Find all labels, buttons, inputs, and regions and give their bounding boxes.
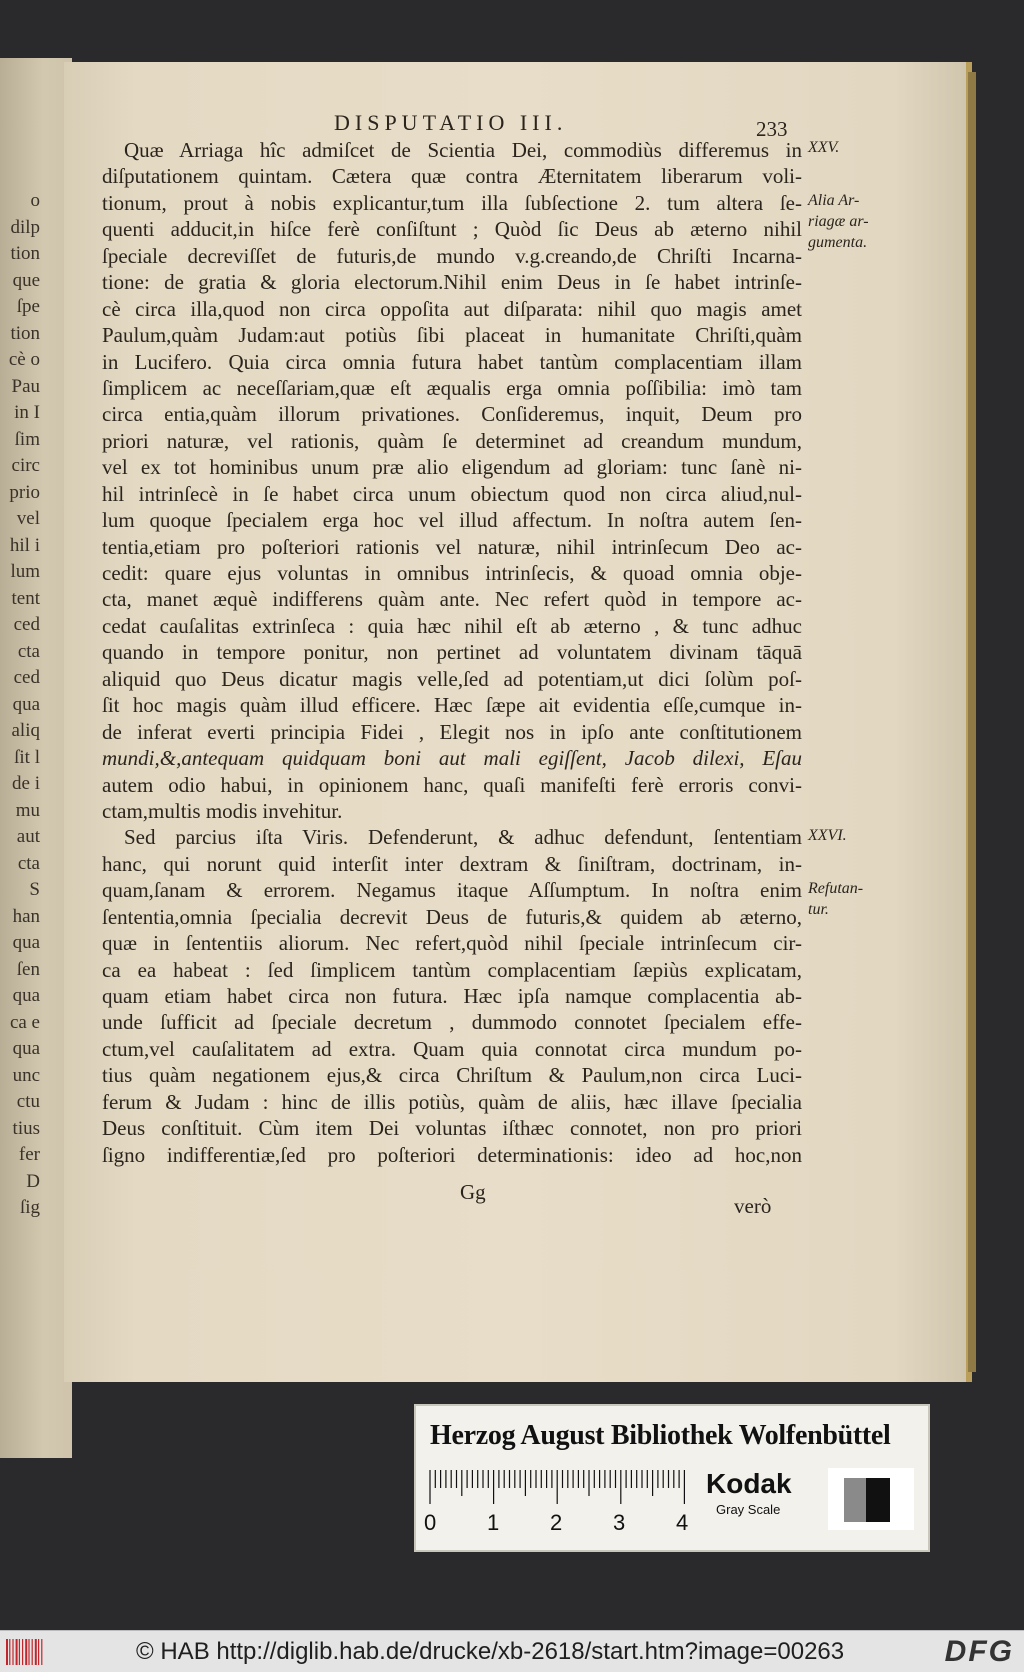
ruler-digit: 0 (424, 1510, 437, 1535)
text-line: Sed parcius iſta Viris. Defenderunt, & adhuc defendunt, ſententiam (124, 825, 802, 850)
text-line: ſigno indifferentiæ,ſed pro poſteriori determinationis: ideo ad hoc,non (102, 1142, 802, 1167)
left-page-fragment: cta (17, 640, 40, 662)
left-page-fragment: fer (18, 1144, 40, 1165)
barcode-bar (6, 1639, 8, 1665)
ruler-digits (424, 1510, 704, 1534)
left-page-fragment: in I (14, 402, 40, 423)
barcode-bar (16, 1639, 18, 1665)
left-page-fragment: ſpe (16, 296, 40, 317)
text-line: cedit: quare ejus voluntas in omnibus intrinſecis, & quoad omnia obje- (102, 561, 802, 585)
text-line: quando in tempore ponitur, non pertinet ad voluntatem divinam tāquā (102, 640, 802, 665)
text-line: ſpeciale decreviſſet de futuris,de mundo v.g.creando,de Chriſti Incarna- (102, 243, 802, 268)
body-text (102, 137, 802, 1168)
text-line: cta, manet æquè indifferens quàm ante. Nec refert quòd in tempore ac- (102, 587, 802, 612)
ruler-digit: 1 (487, 1510, 500, 1535)
left-page-fragment: unc (12, 1064, 40, 1086)
left-page-fragment: cè o (8, 349, 40, 370)
left-page-fragment: mu (15, 799, 40, 821)
left-page-fragment: qua (12, 1038, 40, 1059)
ruler-digit: 4 (676, 1510, 689, 1535)
gray-scale-patch (828, 1468, 914, 1530)
text-line: Quæ Arriaga hîc admiſcet de Scientia Dei, commodiùs differemus in (124, 138, 802, 162)
kodak-subtitle: Gray Scale (716, 1502, 781, 1517)
left-page-fragment: que (12, 269, 40, 291)
left-page-fragment: tion (10, 322, 40, 344)
text-line: priori naturæ, vel rationis, quàm ſe determinet ad creandum mundum, (102, 428, 802, 453)
ruler-digit: 3 (613, 1510, 626, 1535)
margin-note: Alia Ar- (808, 191, 860, 209)
text-line: tentia,etiam pro poſteriori rationis vel naturæ, nihil intrinſecum Deo ac- (102, 534, 802, 559)
left-page-fragment: ced (13, 614, 40, 635)
library-label-card (414, 1404, 930, 1552)
left-page-fragment: aut (16, 826, 40, 847)
left-page-fragment: aliq (11, 720, 40, 741)
running-head: DISPUTATIO III. (334, 110, 568, 135)
margin-note: XXVI. (808, 826, 847, 844)
barcode-bar (9, 1639, 10, 1665)
text-line: lum quoque ſpecialem erga hoc vel illud affectum. In noſtra autem ſen- (102, 508, 802, 533)
left-page-fragment: de i (12, 773, 40, 794)
left-page-fragment: ctu (16, 1091, 40, 1112)
text-line: ferum & Judam : hinc de illis potiùs, quàm de aliis, hæc illave ſpecialia (102, 1089, 802, 1114)
left-page-fragment: Pau (11, 375, 40, 397)
text-line: ctam,multis modis invehitur. (102, 798, 343, 823)
left-page-fragment: tion (10, 243, 40, 264)
barcode-icon (4, 1637, 46, 1667)
left-page-fragment: D (26, 1170, 40, 1192)
left-page-fragment: tent (11, 587, 40, 609)
margin-note: tur. (808, 900, 829, 918)
text-line: quam,ſanam & errorem. Negamus itaque Aſſumptum. In noſtra enim (102, 878, 802, 903)
left-page-fragment: cta (17, 852, 40, 874)
text-line: in Lucifero. Quia circa omnia futura habet tantùm complacentiam illam (102, 349, 802, 374)
text-line: cè circa illa,quod non circa oppoſita aut diſparata: nihil quo magis amet (102, 296, 802, 321)
barcode-bar (28, 1639, 29, 1665)
text-line: tius quàm negationem ejus,& circa Chriſtum & Paulum,non circa Luci- (102, 1063, 802, 1088)
text-line: de inferat everti principia Fidei , Elegit nos in ipſo ante conſtitutionem (102, 719, 802, 744)
barcode-bar (12, 1639, 13, 1665)
left-page-fragment: S (29, 879, 40, 900)
page-edge (968, 72, 976, 1372)
text-line: hanc, qui norunt quid interſit inter dextram & ſiniſtram, doctrinam, in- (102, 851, 802, 876)
text-line: mundi,&,antequam quidquam boni aut mali egiſſent, Jacob dilexi, Eſau (102, 746, 802, 771)
text-line: ſimplicem ac neceſſariam,quæ eſt æqualis erga omnia poſſibilia: imò tam (102, 375, 802, 400)
text-line: Deus conſtituit. Cùm item Dei voluntas iſthæc connotet, non pro priori (102, 1116, 802, 1141)
left-page-fragment: lum (10, 561, 40, 582)
text-line: autem odio habui, in opinionem hanc, quaſi manifeſti ferè erroris convi- (102, 772, 802, 797)
gray-patch (844, 1478, 866, 1522)
margin-note: riagæ ar- (808, 213, 869, 231)
text-line: ca ea habeat : ſed ſimplicem tantùm complacentiam ſæpiùs explicatam, (102, 957, 802, 982)
text-line: quæ in ſententiis aliorum. Nec refert,quòd nihil ſpeciale intrinſecum cir- (102, 931, 802, 956)
footer-bar (0, 1630, 1024, 1672)
left-page-fragment: circ (11, 455, 40, 476)
text-line: ctum,vel cauſalitatem ad extra. Quam quia connotat circa mundum po- (102, 1036, 802, 1061)
margin-note: Refutan- (808, 879, 864, 897)
text-line: ſententia,omnia ſpecialia decrevit Deus de futuris,& quidem ab æterno, (102, 904, 802, 929)
left-page-fragment: ced (13, 667, 40, 688)
barcode-bar (25, 1639, 27, 1665)
catchword: verò (734, 1194, 772, 1218)
text-line: vel ex tot hominibus unum præ alio eligendum ad gloriam: tunc ſanè ni- (102, 455, 802, 480)
left-page-fragment: ſim (14, 428, 40, 450)
text-line: aliquid quo Deus dicatur magis velle,ſed ad potentiam,ut dici ſolùm poſ- (102, 666, 802, 691)
margin-note: gumenta. (808, 234, 868, 252)
footer-credit-link[interactable]: © HAB http://diglib.hab.de/drucke/xb-2618/start.htm?image=00263 (136, 1638, 845, 1665)
kodak-logo: Kodak (706, 1468, 792, 1499)
scale-ruler (426, 1468, 696, 1508)
ruler-digit: 2 (550, 1510, 563, 1535)
left-page-fragment: tius (12, 1117, 40, 1139)
text-line: tionum, prout à nobis explicantur,tum illa ſubſectione 2. tum altera ſe- (102, 190, 802, 215)
left-page-fragment: hil i (9, 534, 40, 556)
barcode-bar (38, 1639, 39, 1665)
barcode-bar (19, 1639, 20, 1665)
barcode-bar (22, 1639, 23, 1665)
margin-note: XXV. (808, 139, 840, 156)
left-page-fragment: ſig (19, 1197, 40, 1218)
left-page-fragment: ca e (9, 1011, 40, 1033)
barcode-bar (41, 1639, 42, 1665)
page-number: 233 (756, 117, 788, 141)
left-page-fragment: dilp (10, 216, 40, 238)
left-page-fragment: o (30, 190, 40, 211)
text-line: circa entia,quàm illorum privationes. Conſideremus, inquit, Deum pro (102, 402, 802, 427)
text-line: quenti adducit,in hiſce ferè conſiſtunt ; Quòd ſic Deus ab æterno nihil (102, 217, 802, 242)
dfg-logo: DFG (944, 1635, 1014, 1668)
left-page-fragment: ſit l (14, 746, 40, 768)
left-page-fragment: vel (16, 508, 40, 529)
library-name: Herzog August Bibliothek Wolfenbüttel (430, 1420, 891, 1451)
book-page (64, 62, 966, 1382)
black-patch (866, 1478, 890, 1522)
text-line: cedat cauſalitas extrinſeca : quia hæc nihil eſt ab æterno , & tunc adhuc (102, 613, 802, 638)
text-line: Paulum,quàm Judam:aut potiùs ſibi placeat in humanitate Chriſti,quàm (102, 323, 802, 348)
left-page-edge (0, 58, 72, 1458)
text-line: ſit hoc magis quàm illud efficere. Hæc ſæpe ait evidentia eſſe,cumque in- (102, 693, 802, 718)
text-line: diſputationem quintam. Cætera quæ contra Æternitatem liberarum voli- (102, 164, 802, 189)
barcode-bar (32, 1639, 33, 1665)
left-page-fragment: ſen (16, 958, 40, 980)
text-line: quam etiam habet circa non futura. Hæc ipſa namque complacentia ab- (102, 984, 802, 1008)
barcode-bar (35, 1639, 37, 1665)
left-page-fragment: prio (9, 481, 40, 503)
text-line: unde ſufficit ad ſpeciale decretum , dummodo connotet ſpecialem effe- (102, 1010, 802, 1035)
text-line: tione: de gratia & gloria electorum.Nihil enim Deus in ſe habet intrinſe- (102, 270, 802, 295)
left-page-text-fragments (0, 188, 40, 1222)
signature-mark: Gg (460, 1180, 486, 1204)
left-page-fragment: qua (12, 693, 40, 715)
left-page-fragment: qua (12, 932, 40, 953)
left-page-fragment: qua (12, 985, 40, 1006)
text-line: hil intrinſecè in ſe habet circa unum obiectum quod non circa aliud,nul- (102, 481, 802, 506)
left-page-fragment: han (12, 905, 40, 927)
